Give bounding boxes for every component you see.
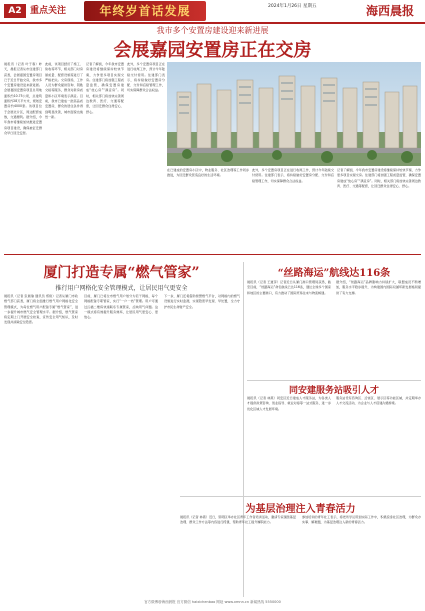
- lead-headline: 会展嘉园安置房正在交房: [113, 40, 312, 61]
- lead-kicker: 我市多个安置房建设迎来新进展: [156, 26, 269, 35]
- lead-column-7: 记者了解到，今年我市安置房建设将继续保持较快节奏，力争更多项目实现交房。住建部门将加强工程质量监管，确保安置房建成“放心房”“满意房”。同时，相关部门将加快完善周边教育、医疗、交通等配套，让回迁群众住得安心、舒心。: [337, 168, 421, 188]
- tongan-headline: 同安建服务站吸引人才: [288, 386, 379, 396]
- lead-column-3: 记者了解到，今年我市安置房建设将继续保持较快节奏，力争更多项目实现交房。住建部门将加强工程质量监管，确保安置房建成“放心房”“满意房”。同时，相关部门将加快完善周边教育、医疗、交通等配套，让回迁群众住得安心、舒心。: [86, 62, 124, 114]
- lead-photo: [167, 62, 421, 166]
- section-divider: [4, 254, 421, 255]
- silk-headline: “丝路海运”航线达116条: [277, 268, 391, 279]
- feature-banner: 年终岁首话发展: [84, 1, 206, 21]
- article-rule: [247, 380, 421, 381]
- lead-column-4: 此外，多个安置房项目正在进行收尾工作，预计今年陆续交付使用。住建部门表示，将持续做好安置房分配、交付和后续管理工作，切实保障群众合法权益。: [127, 62, 165, 93]
- gas-column-2: 目前，厦门已将全市燃气用户划分为若干网格，每个网格配备专职管家，实行“一户一档”管理。用户可通过扫描二维码快速联系专属管家，反映用气问题。这一模式将有效提升服务效率，让居民用气更安心、更放心。: [84, 294, 158, 320]
- article-rule-2: [180, 496, 421, 497]
- tongan-column-1: 晨报讯（记者 林燕）同安区近日建成人才服务站，为各类人才提供政策咨询、创业指导、就业对接等一站式服务，进一步优化区域人才发展环境。: [247, 396, 331, 411]
- aerial-photo-illustration: [167, 62, 421, 166]
- newspaper-logo: 海西晨报: [365, 4, 414, 18]
- tongan-column-2: 服务站设有咨询区、洽谈区、展示区等功能区域，并定期举办人才交流活动，为企业与人才搭建沟通桥梁。: [336, 396, 421, 406]
- silk-column-2: 据介绍，“丝路海运”品牌影响力持续扩大，联盟成员不断增加，服务水平稳步提升，为构建国内国际双循环新发展格局提供了有力支撑。: [336, 280, 421, 295]
- section-title: 重点关注: [30, 6, 67, 16]
- page-footer: 官方微博@海西晨报 官方微信 haixichenbao 网址 www.xmnn.cn 新闻热线 5550000: [144, 600, 281, 604]
- grassroots-column-1: 晨报讯（记者 林燕）近日，思明区举办社区青年工作者培训活动，邀请专家围绕基层治理、群众工作方法等内容进行授课，帮助青年社工提升履职能力。: [180, 515, 296, 525]
- page-number-badge: A2: [4, 4, 26, 18]
- lead-column-2: 此前，该项目经历了施工、验收等环节，相关部门对房屋质量、配套设施等进行了严格把关。交房现场，工作人员为群众提供咨询、钥匙交接等服务，群众对新房质量和小区环境表示满意。目前，我市已建成一批高品质安置房，群众的居住条件得到明显改善，城市面貌也焕然一新。: [45, 62, 83, 119]
- grassroots-headline: 为基层治理注入青春活力: [245, 504, 356, 515]
- lead-column-5: 在已建成的安置房小区中，物业服务、社区治理等工作同步推进，为回迁群众营造良好的生活环境。: [167, 168, 249, 178]
- grassroots-column-2: 参加培训的青年社工表示，将把所学运用到实际工作中，积极投身社区治理，为群众办实事、解难题，为基层治理注入新的青春活力。: [302, 515, 421, 525]
- gas-headline: 厦门打造专属“燃气管家”: [43, 265, 200, 281]
- gas-subheadline: 推行用户网格化安全管理模式，让居民用气更安全: [55, 285, 188, 292]
- gas-column-1: 晨报讯（记者 张晨瑜 通讯员 郑艳）记者从厦门市政燃气部门获悉，厦门将全面推行燃气用户网格化安全管理模式，为每位燃气用户配备专属“燃气管家”，进一步提升城市燃气安全管理水平。据介绍，燃气管家将定期上门开展安全检查，宣传安全用气知识，及时发现并消除安全隐患。: [4, 294, 78, 325]
- gas-column-3: 下一步，厦门还将借助智慧燃气平台，对网格内的燃气设施进行实时监测，实现隐患早发现、早处置，全力守护市民生命财产安全。: [164, 294, 240, 309]
- lead-column-1: 晨报讯（记者 叶子春）昨天，晨报记者从市住建部门获悉，会展嘉园安置房项目已于近日开始交房，我市多个安置房建设迎来新进展。会展嘉园安置房项目总用地面积约10.75公顷，总建筑面积约28万平方米，规划安置房约4000套。该项目位于会展北片区，周边配套成熟，交通便利。据介绍，今年我市将继续加快推进安置房项目建设，确保被征迁群众早日回迁安居。: [4, 62, 42, 135]
- lead-column-6: 此外，多个安置房项目正在进行收尾工作，预计今年陆续交付使用。住建部门表示，将持续做好安置房分配、交付和后续管理工作，切实保障群众合法权益。: [252, 168, 334, 183]
- dateline: 2024年1月26日 星期五: [268, 4, 317, 9]
- silk-column-1: 晨报讯（记者 王道萍）记者近日从厦门港口管理局获悉，截至目前，“丝路海运”命名航线已达116条，通达全球多个国家和地区的主要港口，有力推动了国际贸易往来与物流畅通。: [247, 280, 331, 295]
